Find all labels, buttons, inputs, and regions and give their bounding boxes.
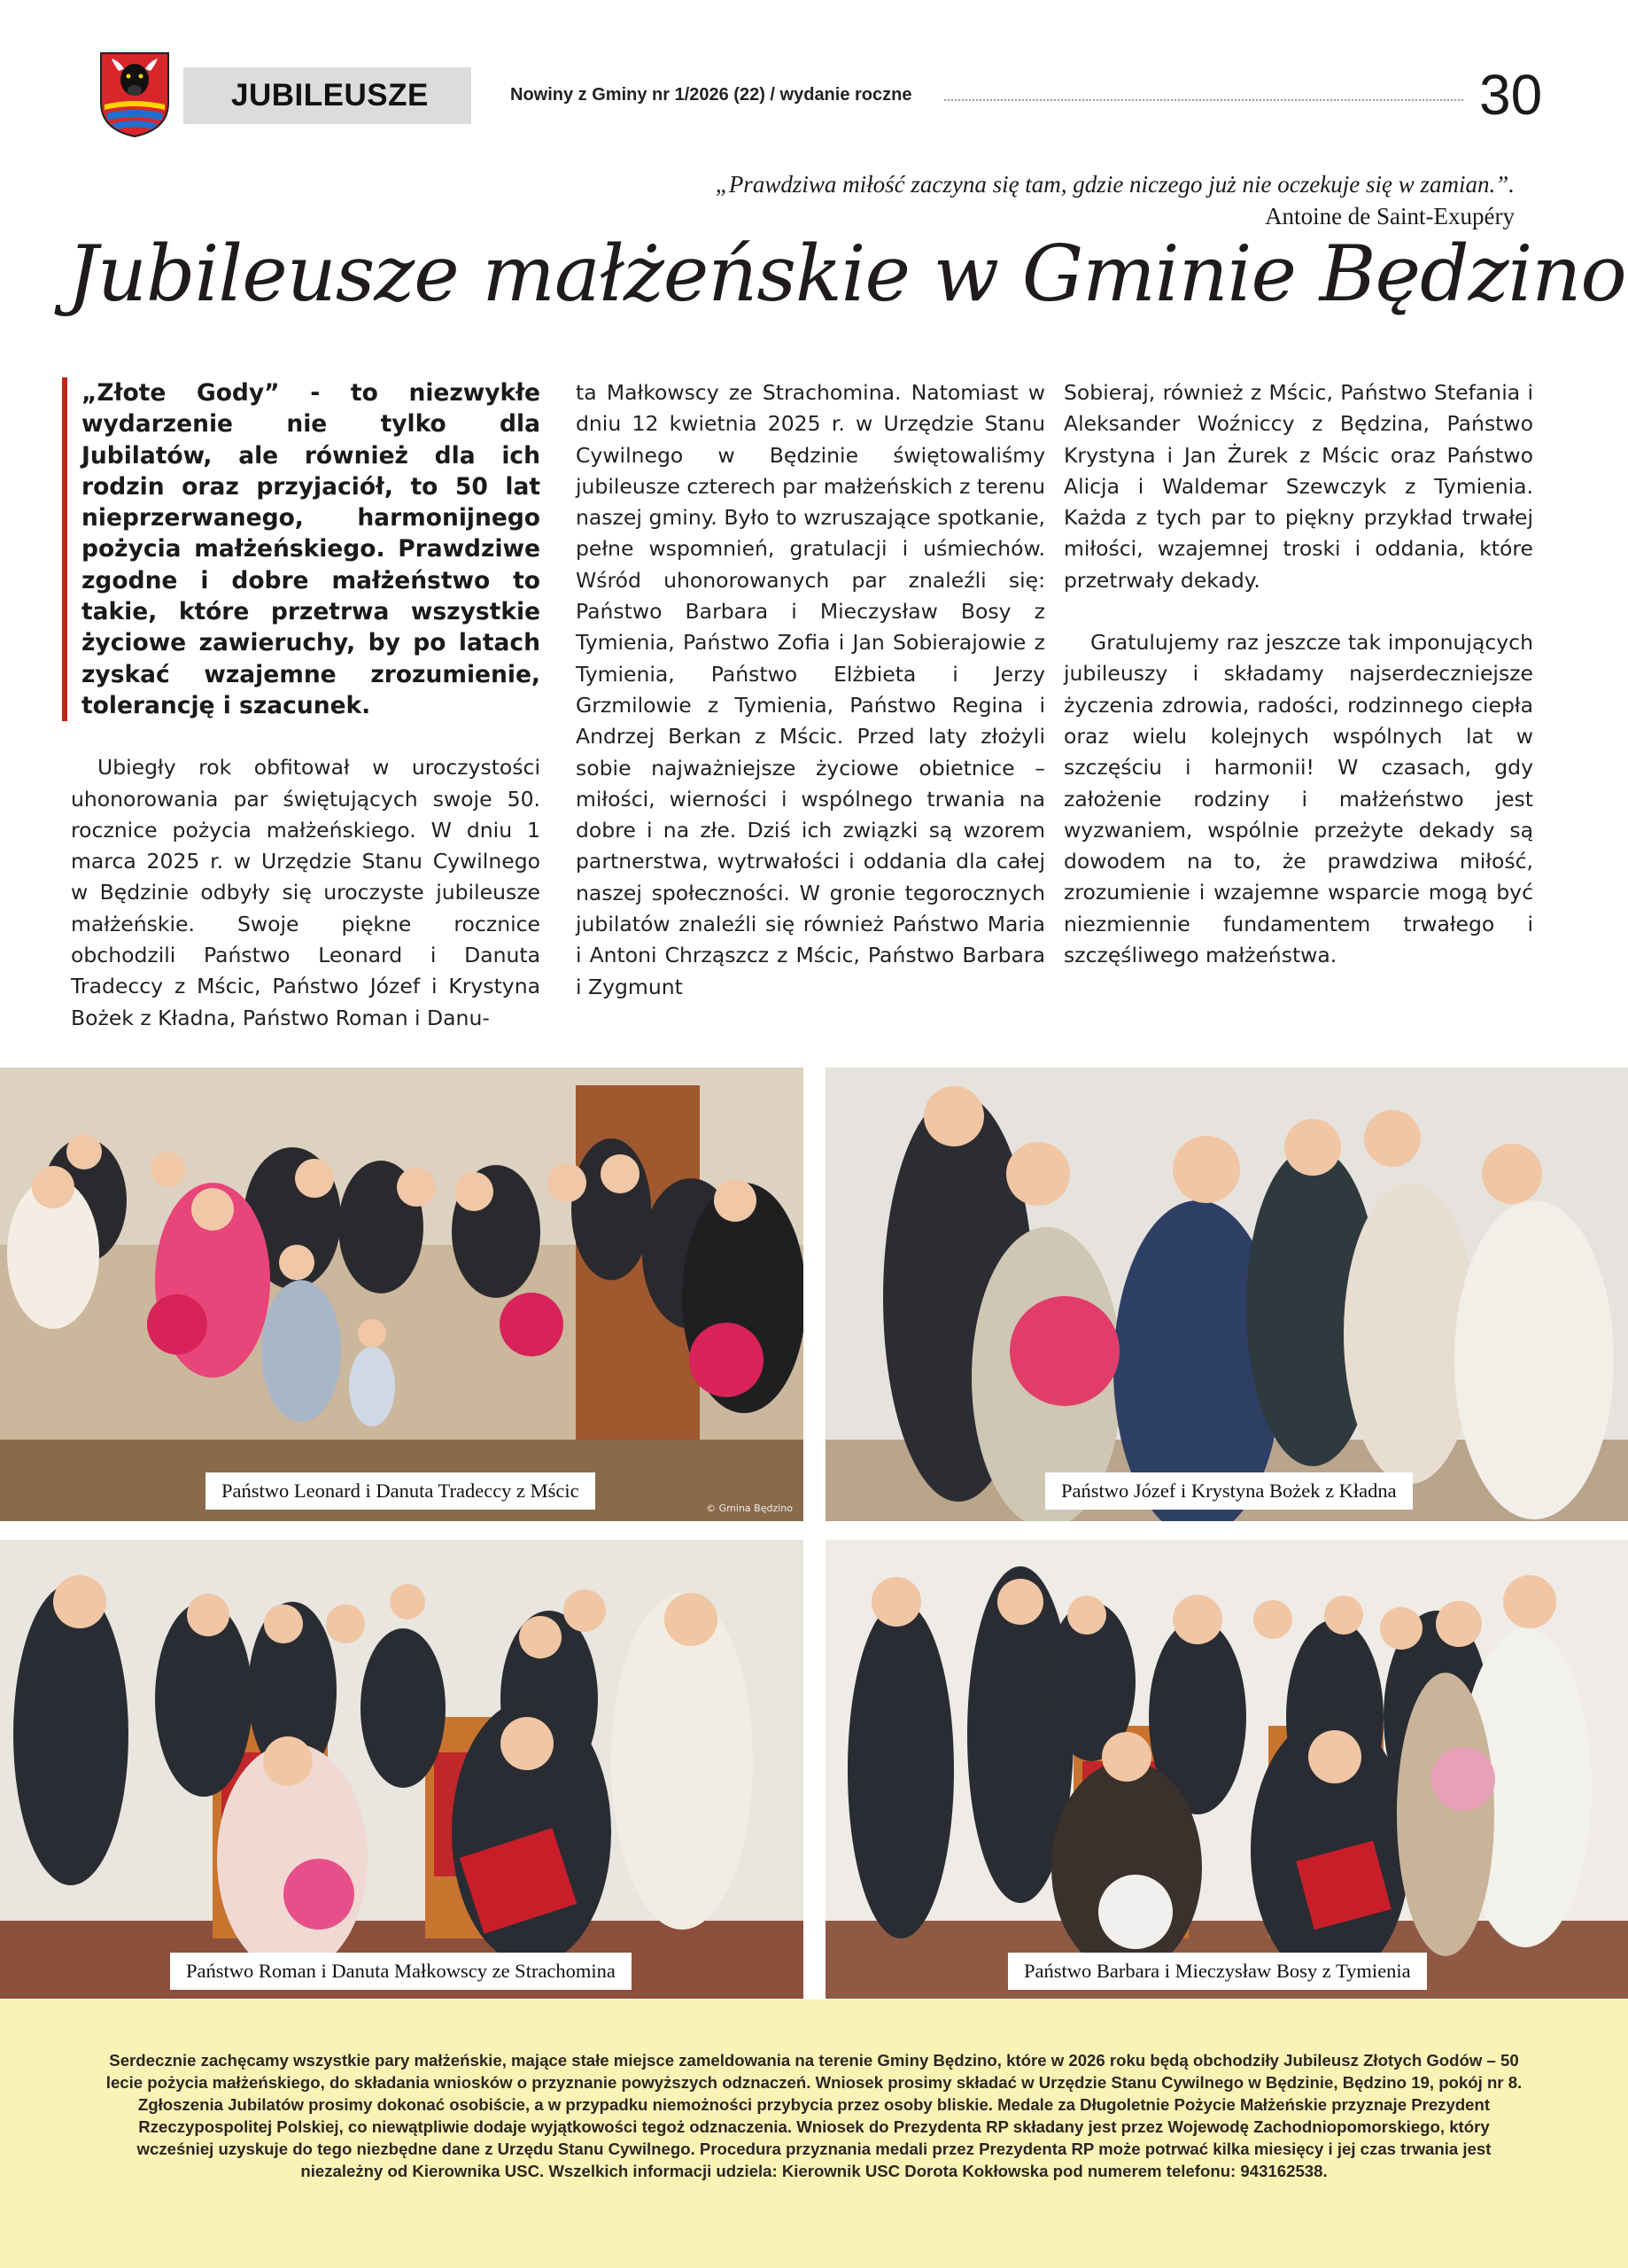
article-paragraph: Sobieraj, również z Mścic, Państwo Stefania i Aleksander Woźniccy z Będzina, Państwo Krystyna i Jan Żurek z Mścic oraz Państwo Alicja i Waldemar Szewczyk z Tymienia. Każda z tych par to piękny przykład trwałej miłości, wzajemnej troski i oddania, które przetrwały dekady.	[1064, 380, 1533, 593]
epigraph-text: „Prawdziwa miłość zaczyna się tam, gdzie niczego już nie oczekuje się w zamian.”.	[715, 171, 1515, 198]
article-lead-text: „Złote Gody” - to niezwykłe wydarzenie nie tylko dla Jubilatów, ale również dla ich rodzin oraz przyjaciół, to 50 lat nieprzerwanego, harmonijnego pożycia małżeńskiego. Prawdziwe zgodne i dobre małżeństwo to takie, które przetrwa wszystkie życiowe zawieruchy, by po latach zyskać wzajemne zrozumienie, tolerancję i szacunek.	[81, 379, 540, 719]
article-column-1	[71, 377, 540, 1034]
photo-caption: Państwo Barbara i Mieczysław Bosy z Tymienia	[1008, 1953, 1427, 1990]
epigraph	[716, 168, 1515, 232]
section-title: JUBILEUSZE	[231, 78, 429, 113]
photo-caption: Państwo Józef i Krystyna Bożek z Kładna	[1045, 1472, 1413, 1510]
article-paragraph: Gratulujemy raz jeszcze tak imponujących jubileuszy i składamy najserdeczniejsze życzenia zdrowia, radości, rodzinnego ciepła oraz wielu kolejnych wspólnych lat w szczęściu i harmonii! W czasach, gdy założenie rodziny i małżeństwo jest wyzwaniem, wspólnie przeżyte dekady są dowodem na to, że prawdziwa miłość, zrozumienie i wzajemne wsparcie mogą być niezmiennie fundamentem trwałego i szczęśliwego małżeństwa.	[1064, 630, 1533, 968]
notice-text: Serdecznie zachęcamy wszystkie pary małżeńskie, mające stałe miejsce zameldowania na terenie Gminy Będzino, które w 2026 roku będą obchodziły Jubileusz Złotych Godów – 50 lecie pożycia małżeńskiego, do składania wniosków o przyznanie powyższych odznaczeń. Wniosek prosimy składać w Urzędzie Stanu Cywilnego w Będzinie, Będzino 19, pokój nr 8. Zgłoszenia Jubilatów prosimy dokonać osobiście, a w przypadku niemożności przybycia przez osoby bliskie. Medale za Długoletnie Pożycie Małżeńskie przyznaje Prezydent Rzeczypospolitej Polskiej, co niewątpliwie dodaje wyjątkowości tegoż odznaczenia. Wniosek do Prezydenta RP składany jest przez Wojewodę Zachodniopomorskiego, który wcześniej uzyskuje do tego niezbędne dane z Urzędu Stanu Cywilnego. Procedura przyznania medali przez Prezydenta RP może potrwać kilka miesięcy i jej czas trwania jest niezależny od Kierownika USC. Wszelkich informacji udziela: Kierownik USC Dorota Kokłowska pod numerem telefonu: 943162538.	[105, 2051, 1523, 2180]
photo-caption: Państwo Leonard i Danuta Tradeccy z Mścic	[205, 1472, 595, 1510]
epigraph-author: Antoine de Saint-Exupéry	[1265, 203, 1515, 229]
section-label	[183, 67, 471, 124]
article-column-3	[1064, 377, 1533, 971]
article-paragraph: ta Małkowscy ze Strachomina. Natomiast w dniu 12 kwietnia 2025 r. w Urzędzie Stanu Cywilnego w Będzinie świętowaliśmy jubileusze czterech par małżeńskich z terenu naszej gminy. Było to wzruszające spotkanie, pełne wspomnień, gratulacji i uśmiechów. Wśród uhonorowanych par znaleźli się: Państwo Barbara i Mieczysław Bosy z Tymienia, Państwo Zofia i Jan Sobierajowie z Tymienia, Państwo Elżbieta i Jerzy Grzmilowie z Tymienia, Państwo Regina i Andrzej Berkan z Mścic. Przed laty złożyli sobie najważniejsze życiowe obietnice – miłości, wierności i wspólnego trwania na dobre i na złe. Dziś ich związki są wzorem partnerstwa, wytrwałości i oddania dla całej naszej społeczności. W gronie tegorocznych jubilatów znaleźli się również Państwo Maria i Antoni Chrząszcz z Mścic, Państwo Barbara i Zygmunt	[576, 380, 1045, 999]
issue-info: Nowiny z Gminy nr 1/2026 (22) / wydanie roczne	[510, 85, 912, 105]
page-number: 30	[1479, 63, 1543, 127]
photo-bosy	[826, 1540, 1628, 1999]
photo-bozek	[826, 1068, 1628, 1521]
photo-malkowscy	[0, 1540, 803, 1999]
photo-credit: © Gmina Będzino	[706, 1503, 793, 1514]
article-title: Jubileusze małżeńskie w Gminie Będzino	[67, 229, 1626, 319]
photo-caption: Państwo Roman i Danuta Małkowscy ze Strachomina	[170, 1953, 632, 1990]
article-lead	[62, 377, 540, 721]
municipality-crest	[99, 51, 170, 138]
article-column-2	[576, 377, 1045, 1003]
article-paragraph: Ubiegły rok obfitował w uroczystości uhonorowania par świętujących swoje 50. rocznice pożycia małżeńskiego. W dniu 1 marca 2025 r. w Urzędzie Stanu Cywilnego w Będzinie odbyły się uroczyste jubileusze małżeńskie. Swoje piękne rocznice obchodzili Państwo Leonard i Danuta Tradeccy z Mścic, Państwo Józef i Krystyna Bożek z Kładna, Państwo Roman i Danu-	[71, 755, 540, 1030]
photo-tradeccy	[0, 1068, 803, 1521]
header-dotted-rule	[944, 99, 1463, 101]
notice-box	[0, 2000, 1628, 2268]
